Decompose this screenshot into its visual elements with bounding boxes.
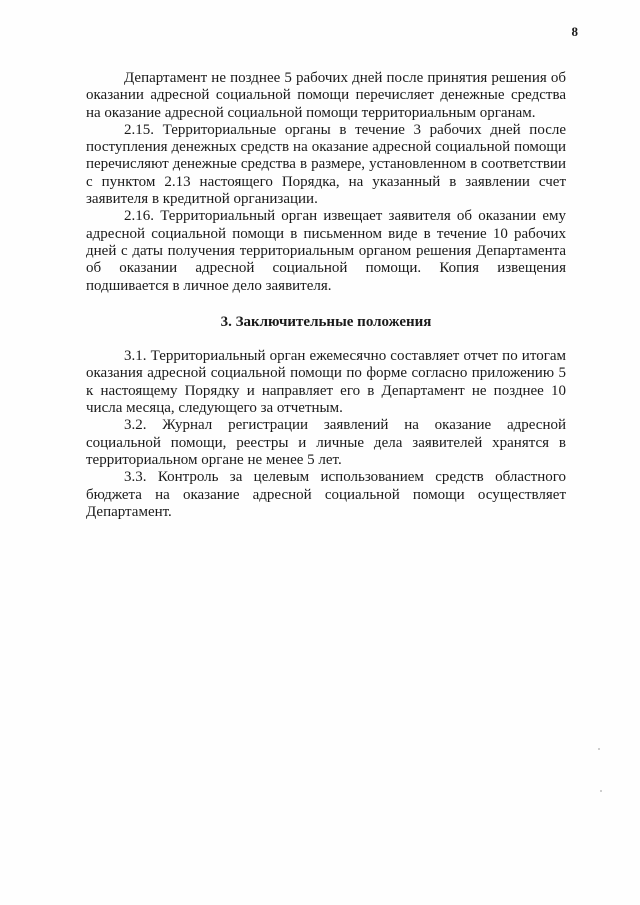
- paragraph-3-3: 3.3. Контроль за целевым использованием средств областного бюджета на оказание адресной социальной помощи осуществляет Департамент.: [86, 469, 566, 520]
- paragraph-2-15: 2.15. Территориальные органы в течение 3 рабочих дней после поступления денежных средств на оказание адресной социальной помощи перечисляют денежные средства в размере, установленном в соответствии с пунктом 2.13 настоящего Порядка, на указанный в заявлении счет заявителя в кредитной организации.: [86, 121, 566, 208]
- document-body: [86, 70, 566, 521]
- paragraph-2-16: 2.16. Территориальный орган извещает заявителя об оказании ему адресной социальной помощи в письменном виде в течение 10 рабочих дней с даты получения территориальным органом решения Департамента об оказании адресной социальной помощи. Копия извещения подшивается в личное дело заявителя.: [86, 208, 566, 294]
- paragraph-3-1: 3.1. Территориальный орган ежемесячно составляет отчет по итогам оказания адресной социальной помощи по форме согласно приложению 5 к настоящему Порядку и направляет его в Департамент не позднее 10 числа месяца, следующего за отчетным.: [86, 348, 566, 417]
- paragraph-3-2: 3.2. Журнал регистрации заявлений на оказание адресной социальной помощи, реестры и личные дела заявителей хранятся в территориальном органе не менее 5 лет.: [86, 417, 566, 468]
- paragraph-transfer-funds: Департамент не позднее 5 рабочих дней после принятия решения об оказании адресной социальной помощи перечисляет денежные средства на оказание адресной социальной помощи территориальным органам.: [86, 70, 566, 121]
- scan-speck: [600, 790, 602, 792]
- section-heading: 3. Заключительные положения: [220, 313, 432, 330]
- scan-speck: [598, 748, 600, 750]
- page-number: 8: [571, 24, 578, 39]
